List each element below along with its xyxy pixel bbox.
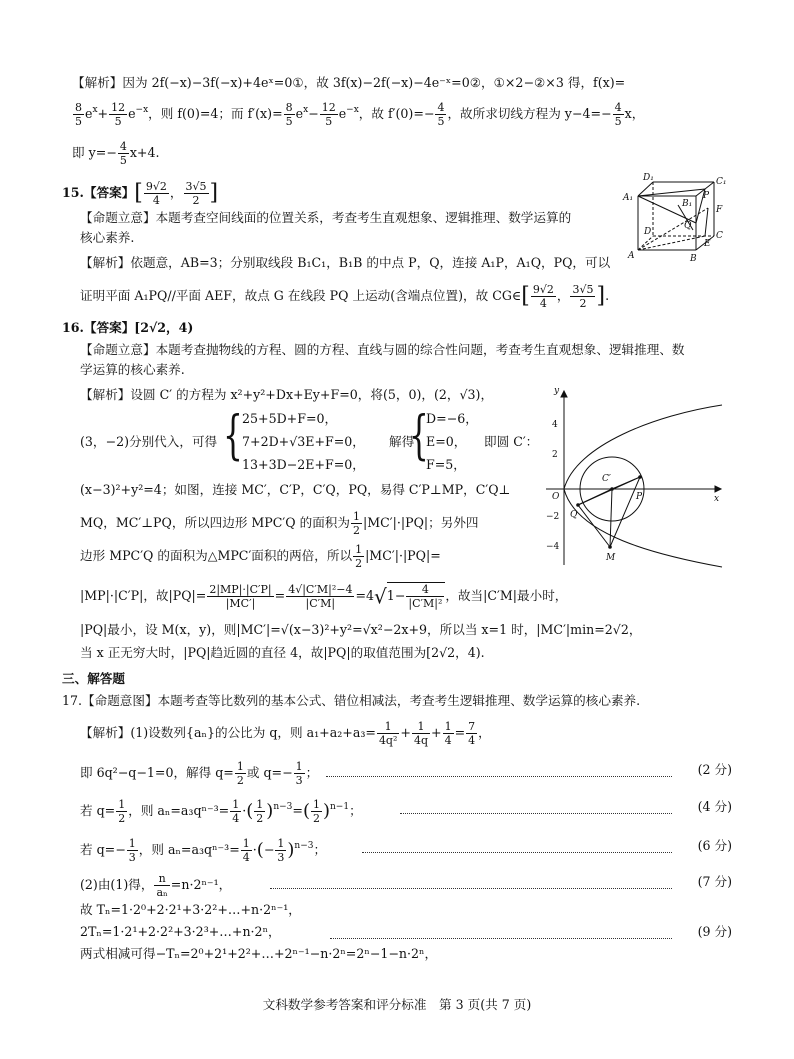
p15-analysis-1: 【解析】依题意，AB=3；分别取线段 B₁C₁，B₁B 的中点 P，Q，连接 A₁P，A₁Q，PQ，可以 [80,255,611,270]
leader-dots-2 [326,776,672,777]
cube-label-c1: C₁ [716,177,727,187]
p17-line2: 即 6q²−q−1=0，解得 q= $\frac{1}{2}$ 或 q=− $\frac{1}{3}$ ； [80,760,319,787]
p17-line4: 若 q=− $\frac{1}{3}$ ，则 aₙ=a₃qⁿ⁻³= $\frac{1}{4}$ ·(− $\frac{1}{3}$ )$^{n-3}$； [80,837,327,864]
p16-analysis-2-right: 即圆 C′： [484,434,539,449]
p16-analysis-4: MQ，MC′⊥PQ，所以四边形 MPC′Q 的面积为 $\frac{1}{2}$ |MC′|·|PQ|；另外四 [80,510,479,537]
graph-tick-neg2: −2 [546,512,560,522]
p16-analysis-6: |MP|·|C′P|，故|PQ|= $\frac{2|MP|\cdot|C'P|}{|MC'|}$ = $\frac{\text{4√|C′M|²−4}}{|C'M|}$ =4√1− $\frac{4}{\text{|C′M|²}}$ ，故当|C′M|最小时， [80,583,568,610]
cube-label-b1: B₁ [682,199,693,209]
cube-label-a: A [628,251,635,261]
p16-analysis-3: (x−3)²+y²=4；如图，连接 MC′，C′P，C′Q，PQ，易得 C′P⊥MP，C′Q⊥ [80,482,511,497]
solve-label: 解得 [389,434,415,449]
p14-line1: 【解析】因为 2f(−x)−3f(−x)+4eˣ=0①，故 3f(x)−2f(−x)−4e⁻ˣ=0②，①×2−②×3 得，f(x)= [72,75,626,90]
score-7: (7 分) [697,874,732,889]
p16-analysis-2-left: (3，−2)分别代入，可得 [80,434,218,449]
p16-analysis-7: |PQ|最小，设 M(x，y)，则|MC′|=√(x−3)²+y²=√x²−2x+9，所以当 x=1 时，|MC′|min=2√2， [80,622,642,637]
sys2-eq1: D=−6， [426,411,478,426]
graph-origin: O [552,492,560,502]
p15-intent-1: 【命题立意】本题考查空间线面的位置关系，考查考生直观想象、逻辑推理、数学运算的 [80,210,572,225]
cube-label-q: Q [684,221,692,231]
p15-intent-2: 核心素养. [80,230,135,245]
cube-label-d1: D₁ [643,173,654,183]
graph-y-label: y [554,386,560,396]
sys1-eq2: 7+2D+√3E+F=0， [242,434,365,449]
graph-x-label: x [714,494,720,504]
p16-intent-2: 学运算的核心素养. [80,362,185,377]
parabola-circle-graph [536,385,726,570]
cube-figure [618,170,728,262]
cube-label-f: F [716,205,723,215]
graph-m-label: M [606,553,616,563]
leader-dots-6 [362,852,672,853]
graph-tick-neg4: −4 [546,542,560,552]
p16-analysis-5: 边形 MPC′Q 的面积为△MPC′面积的两倍，所以 $\frac{1}{2}$ |MC′|·|PQ|= [80,543,441,570]
p14-line3: 即 y=− $\frac{4}{5}$ x+4. [72,140,160,167]
p17-line7: 2Tₙ=1·2¹+2·2²+3·2³+…+n·2ⁿ， [80,924,281,939]
graph-c-label: C′ [602,474,611,484]
cube-label-a1: A₁ [623,193,634,203]
leader-dots-4 [400,813,672,814]
cube-label-d: D [644,227,652,237]
sys2-eq3: F=5， [426,457,466,472]
cube-label-p: P [703,191,710,201]
p17-intent: 17.【命题意图】本题考查等比数列的基本公式、错位相减法，考查考生逻辑推理、数学运算的核心素养. [62,693,641,708]
p15-answer: 15.【答案】[ $\frac{9√2}{4}$ ， $\frac{3√5}{2}$ ] [62,180,219,207]
sys2-eq2: E=0， [426,434,467,449]
p17-line5: (2)由(1)得， $\frac{n}{\text{aₙ}}$ =n·2ⁿ⁻¹， [80,872,232,899]
p17-line1: 【解析】(1)设数列{aₙ}的公比为 q，则 a₁+a₂+a₃= $\frac{1}{\text{4q²}}$ + $\frac{1}{4q}$ + $\frac{1}{4}$ = $\frac{7}{4}$ ， [80,720,491,747]
score-9: (9 分) [697,924,732,939]
graph-tick-2: 2 [552,450,558,460]
graph-q-label: Q [570,510,578,520]
p17-line8: 两式相减可得−Tₙ=2⁰+2¹+2²+…+2ⁿ⁻¹−n·2ⁿ=2ⁿ−1−n·2ⁿ， [80,946,438,961]
brace-left: { [223,406,243,466]
p16-analysis-1: 【解析】设圆 C′ 的方程为 x²+y²+Dx+Ey+F=0，将(5，0)，(2，√3)， [80,387,494,402]
p16-intent-1: 【命题立意】本题考查抛物线的方程、圆的方程、直线与圆的综合性问题，考查考生直观想象、逻辑推理、数 [80,342,685,357]
p16-analysis-8: 当 x 正无穷大时，|PQ|趋近圆的直径 4，故|PQ|的取值范围为[2√2，4). [80,645,485,660]
graph-tick-4: 4 [552,420,558,430]
leader-dots-7 [270,888,672,889]
p17-line6: 故 Tₙ=1·2⁰+2·2¹+3·2²+…+n·2ⁿ⁻¹， [80,902,301,917]
page-footer: 文科数学参考答案和评分标准 第 3 页(共 7 页) [262,997,532,1012]
cube-label-c: C [716,231,723,241]
score-4: (4 分) [697,799,732,814]
leader-dots-9 [330,938,672,939]
sys1-eq1: 25+5D+F=0， [242,411,338,426]
score-2: (2 分) [697,762,732,777]
sys1-eq3: 13+3D−2E+F=0， [242,457,365,472]
p15-analysis-2: 证明平面 A₁PQ//平面 AEF，故点 G 在线段 PQ 上运动(含端点位置)，故 CG∈[ $\frac{9√2}{4}$ ， $\frac{3√5}{2}$ ]. [80,283,610,310]
p16-answer: 16.【答案】[2√2，4) [62,320,194,335]
graph-p-label: P [636,492,643,502]
cube-label-e: E [704,239,711,249]
cube-label-b: B [690,254,697,262]
brace-right: { [409,406,429,466]
section-heading: 三、解答题 [62,671,125,686]
score-6: (6 分) [697,838,732,853]
p14-line2: $\frac{8}{5}$ $e^x+$ $\frac{12}{5}$ $e^{-x}$，则 f(0)=4；而 f′(x)= $\frac{8}{5}$ $e^x-$ $\frac{12}{5}$ $e^{-x}$，故 f′(0)=− $\frac{4}{5}$ ，故所求切线方程为 y−4=− $\frac{4}{5}$ x， [75,101,645,128]
p17-line3: 若 q= $\frac{1}{2}$ ，则 aₙ=a₃qⁿ⁻³= $\frac{1}{4}$ ·( $\frac{1}{2}$ )$^{n-3}$=( $\frac{1}{2}$ )$^{n-1}$； [80,798,362,825]
